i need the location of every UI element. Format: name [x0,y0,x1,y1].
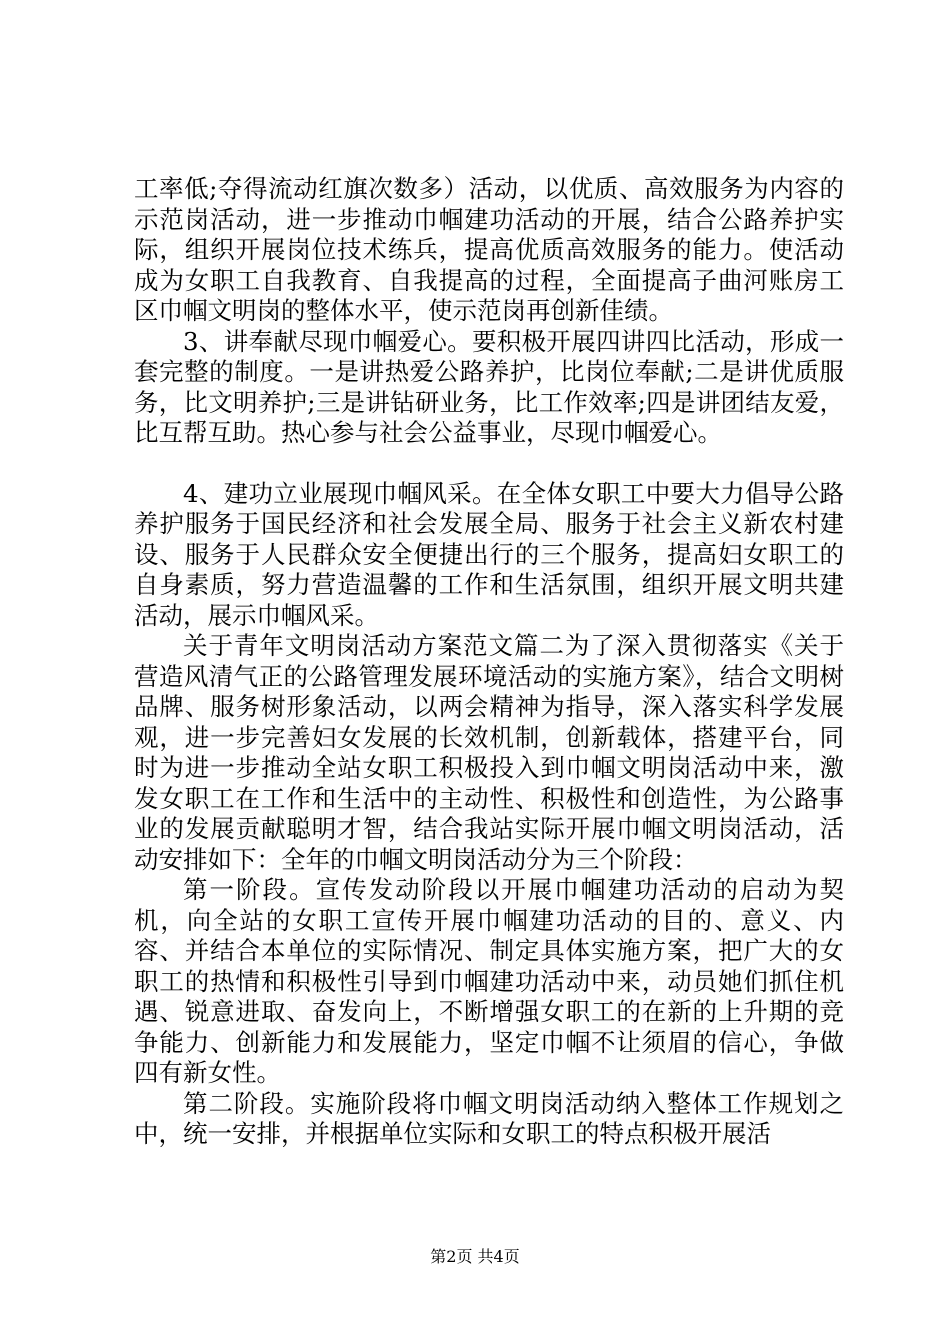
paragraph-item-3: 3、讲奉献尽现巾帼爱心。要积极开展四讲四比活动，形成一套完整的制度。一是讲热爱公路养护，比岗位奉献;二是讲优质服务，比文明养护;三是讲钻研业务，比工作效率;四是讲团结友爱，比互帮互助。热心参与社会公益事业，尽现巾帼爱心。 [134,326,844,447]
paragraph-article-two-intro: 关于青年文明岗活动方案范文篇二为了深入贯彻落实《关于营造风清气正的公路管理发展环境活动的实施方案》，结合文明树品牌、服务树形象活动，以两会精神为指导，深入落实科学发展观，进一步完善妇女发展的长效机制，创新载体，搭建平台，同时为进一步推动全站女职工积极投入到巾帼文明岗活动中来，激发女职工在工作和生活中的主动性、积极性和创造性，为公路事业的发展贡献聪明才智，结合我站实际开展巾帼文明岗活动，活动安排如下：全年的巾帼文明岗活动分为三个阶段： [134,631,844,874]
paragraph-stage-one: 第一阶段。宣传发动阶段以开展巾帼建功活动的启动为契机，向全站的女职工宣传开展巾帼建功活动的目的、意义、内容、并结合本单位的实际情况、制定具体实施方案，把广大的女职工的热情和积极性引导到巾帼建功活动中来，动员她们抓住机遇、锐意进取、奋发向上，不断增强女职工的在新的上升期的竞争能力、创新能力和发展能力，坚定巾帼不让须眉的信心，争做四有新女性。 [134,875,844,1087]
paragraph-continuation: 工率低;夺得流动红旗次数多）活动，以优质、高效服务为内容的示范岗活动，进一步推动巾帼建功活动的开展，结合公路养护实际，组织开展岗位技术练兵，提高优质高效服务的能力。使活动成为女职工自我教育、自我提高的过程，全面提高子曲河账房工区巾帼文明岗的整体水平，使示范岗再创新佳绩。 [134,174,844,325]
document-body [134,174,844,1150]
paragraph-item-4: 4、建功立业展现巾帼风采。在全体女职工中要大力倡导公路养护服务于国民经济和社会发展全局、服务于社会主义新农村建设、服务于人民群众安全便捷出行的三个服务，提高妇女职工的自身素质，努力营造温馨的工作和生活氛围，组织开展文明共建活动，展示巾帼风采。 [134,478,844,630]
page-number-label: 第2页 共4页 [430,1247,520,1266]
page-footer [0,1247,950,1267]
paragraph-stage-two: 第二阶段。实施阶段将巾帼文明岗活动纳入整体工作规划之中，统一安排，并根据单位实际和女职工的特点积极开展活 [134,1088,844,1148]
